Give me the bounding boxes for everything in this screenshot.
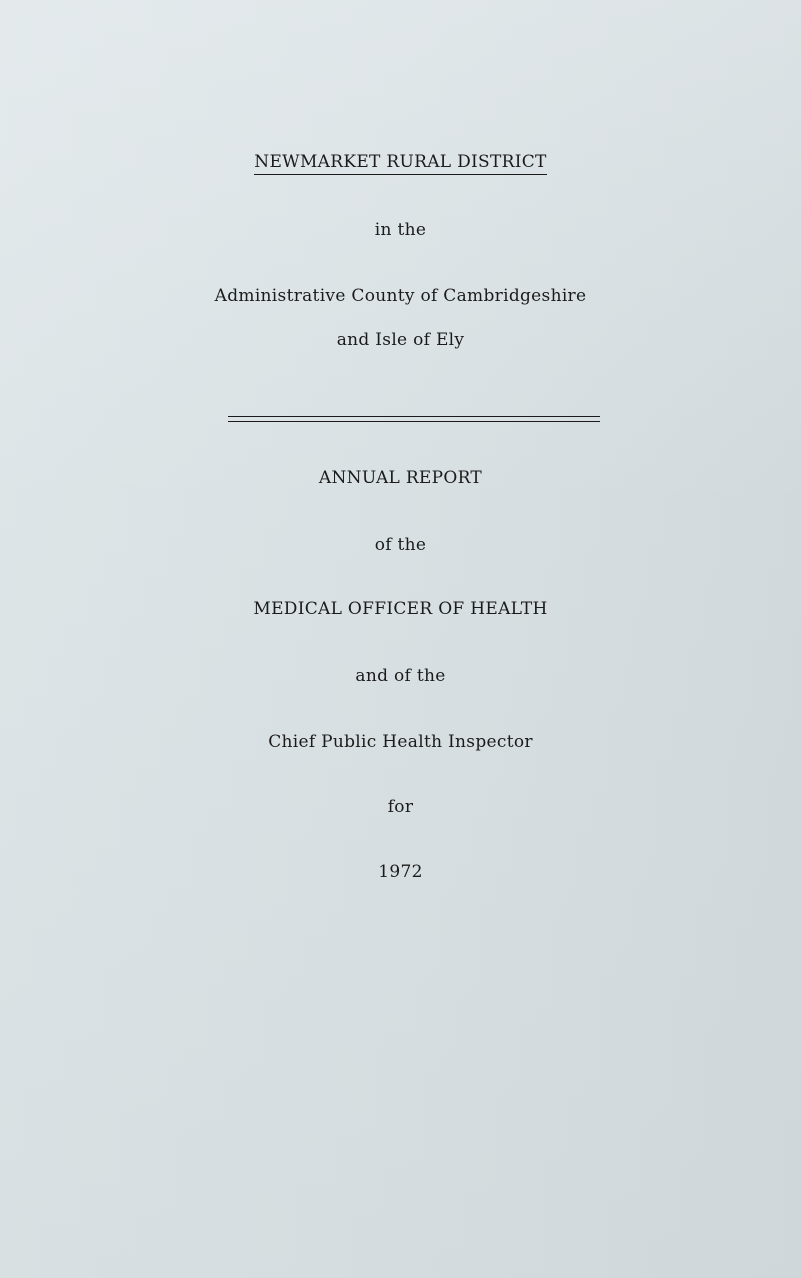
for-text: for: [387, 797, 414, 817]
of-the-text: of the: [374, 535, 427, 555]
report-title: ANNUAL REPORT: [318, 468, 483, 488]
district-heading-row: [0, 151, 801, 175]
divider-rule-top: [228, 416, 600, 417]
divider-rule-bottom: [228, 421, 600, 422]
and-of-the-text: and of the: [355, 666, 446, 686]
isle-of-ely-text: and Isle of Ely: [336, 330, 465, 350]
report-year: 1972: [378, 862, 423, 882]
in-the-text: in the: [374, 220, 427, 240]
county-text: Administrative County of Cambridgeshire: [214, 286, 587, 306]
inspector-title: Chief Public Health Inspector: [268, 732, 533, 752]
district-heading: NEWMARKET RURAL DISTRICT: [254, 151, 546, 175]
officer-title: MEDICAL OFFICER OF HEALTH: [253, 599, 548, 619]
